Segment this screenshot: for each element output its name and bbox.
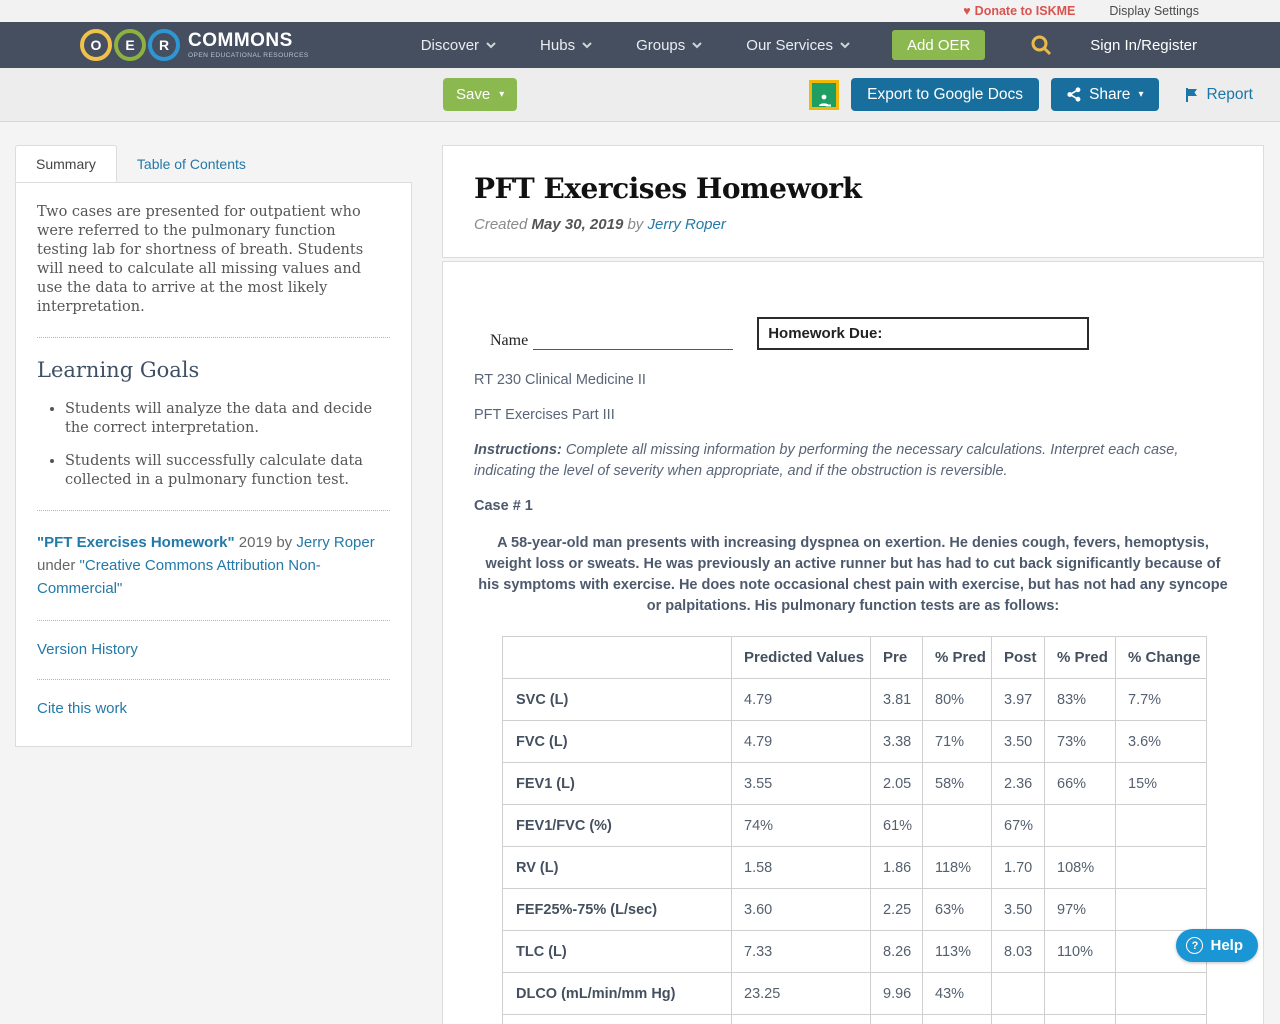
attribution-year: 2019 by — [234, 534, 297, 551]
question-icon: ? — [1186, 937, 1203, 954]
learning-goal-item: • Students will analyze the data and decide the correct interpretation. — [65, 400, 390, 438]
logo-letter-r: R — [148, 29, 180, 61]
table-cell — [1045, 973, 1116, 1015]
action-toolbar — [0, 68, 1280, 122]
page-body — [0, 122, 1280, 1024]
divider — [37, 620, 390, 621]
table-cell: 97% — [1045, 889, 1116, 931]
tab-table-of-contents[interactable]: Table of Contents — [136, 155, 246, 172]
divider — [37, 510, 390, 511]
save-button[interactable]: Save ▾ — [443, 78, 517, 111]
oer-commons-logo[interactable] — [80, 29, 309, 61]
google-classroom-icon — [812, 83, 836, 107]
table-row — [503, 679, 1207, 721]
caret-down-icon: ▾ — [1138, 88, 1144, 100]
search-button[interactable] — [1031, 35, 1052, 56]
logo-text — [188, 31, 309, 60]
document-content — [442, 261, 1264, 1024]
part-line: PFT Exercises Part III — [474, 407, 615, 423]
logo-title: COMMONS — [188, 29, 293, 51]
logo-letter-e: E — [114, 29, 146, 61]
table-header-cell: % Pred — [1045, 637, 1116, 679]
table-cell — [992, 1015, 1045, 1024]
name-row — [490, 317, 1232, 350]
table-cell: 3.38 — [871, 721, 923, 763]
instructions-text: Complete all missing information by performing the necessary calculations. Interpret each case, indicating the level of severity when appropriate, and if the obstruction is reversible. — [474, 442, 1179, 479]
table-cell — [923, 805, 992, 847]
table-cell: 9.96 — [871, 973, 923, 1015]
table-cell: FEF25%-75% (L/sec) — [503, 889, 732, 931]
sidebar — [15, 145, 412, 747]
version-history-link[interactable]: Version History — [37, 641, 138, 658]
table-row — [503, 763, 1207, 805]
by-label: by — [623, 216, 648, 233]
homework-due-box — [757, 317, 1089, 350]
table-header-cell: Predicted Values — [732, 637, 871, 679]
table-cell: 3.6% — [1116, 721, 1207, 763]
name-label: Name — [490, 332, 529, 349]
table-cell: 118% — [923, 847, 992, 889]
sign-in-register-link[interactable]: Sign In/Register — [1090, 36, 1197, 54]
table-cell: DLCO (mL/min/mm Hg) — [503, 973, 732, 1015]
table-row — [503, 805, 1207, 847]
table-cell: 15% — [1116, 763, 1207, 805]
display-settings-link[interactable]: Display Settings — [1109, 4, 1199, 18]
table-header-cell: Pre — [871, 637, 923, 679]
table-row — [503, 1015, 1207, 1024]
table-row — [503, 889, 1207, 931]
table-cell — [732, 1015, 871, 1024]
table-cell: 2.36 — [992, 763, 1045, 805]
table-row — [503, 931, 1207, 973]
table-cell: 7.7% — [1116, 679, 1207, 721]
table-cell: FEV1 (L) — [503, 763, 732, 805]
utility-bar — [0, 0, 1280, 22]
created-date: May 30, 2019 — [531, 216, 624, 233]
export-google-docs-button[interactable]: Export to Google Docs — [851, 78, 1039, 111]
license-link[interactable]: "Creative Commons Attribution Non-Commercial" — [37, 557, 321, 597]
table-cell: 71% — [923, 721, 992, 763]
page-title: PFT Exercises Homework — [474, 172, 862, 205]
author-link[interactable]: Jerry Roper — [296, 534, 375, 551]
search-icon — [1031, 35, 1052, 56]
table-cell: 67% — [992, 805, 1045, 847]
table-cell: 4.79 — [732, 721, 871, 763]
table-cell: TLC (L) — [503, 931, 732, 973]
flag-icon — [1185, 87, 1199, 103]
table-cell: 2.05 — [871, 763, 923, 805]
table-cell: 23.25 — [732, 973, 871, 1015]
table-cell: 108% — [1045, 847, 1116, 889]
table-cell: 61% — [871, 805, 923, 847]
learning-goals-heading: Learning Goals — [37, 358, 200, 382]
chevron-down-icon — [582, 42, 592, 49]
table-cell — [992, 973, 1045, 1015]
table-cell: 74% — [732, 805, 871, 847]
table-cell: 58% — [923, 763, 992, 805]
table-row — [503, 973, 1207, 1015]
case-description: A 58-year-old man presents with increasing dyspnea on exertion. He denies cough, fevers, hemoptysis, weight loss or sweats. He was previously an active runner but has had to cut back significantly because of his symptoms with exercise. He does note occasional chest pain with exercise, but has not had any syncope or palpitations. His pulmonary function tests are as follows: — [478, 535, 1228, 614]
table-cell: 3.55 — [732, 763, 871, 805]
summary-text: Two cases are presented for outpatient who were referred to the pulmonary function testing lab for shortness of breath. Students will need to calculate all missing values and use the data to arrive at the most likely interpretation. — [37, 204, 364, 315]
table-cell — [1045, 805, 1116, 847]
created-label: Created — [474, 216, 532, 233]
donate-link[interactable]: ♥ Donate to ISKME — [963, 4, 1076, 18]
google-classroom-button[interactable] — [809, 80, 839, 110]
table-cell: 3.60 — [732, 889, 871, 931]
table-cell: 1.86 — [871, 847, 923, 889]
logo-subtitle: OPEN EDUCATIONAL RESOURCES — [188, 51, 309, 59]
table-cell — [1045, 1015, 1116, 1024]
table-cell: 4.79 — [732, 679, 871, 721]
table-cell — [1116, 889, 1207, 931]
caret-down-icon: ▾ — [499, 88, 505, 100]
table-cell — [923, 1015, 992, 1024]
nav-menu — [421, 37, 850, 54]
share-icon — [1067, 87, 1081, 102]
table-header-cell: % Change — [1116, 637, 1207, 679]
table-cell — [503, 1015, 732, 1024]
table-row — [503, 847, 1207, 889]
chevron-down-icon — [692, 42, 702, 49]
homework-due-label: Homework Due: — [768, 325, 883, 342]
nav-right — [1031, 35, 1197, 56]
table-cell: 66% — [1045, 763, 1116, 805]
report-link[interactable]: Report — [1185, 86, 1253, 104]
logo-circles — [80, 29, 180, 61]
attribution-under: under — [37, 557, 80, 574]
attribution-block — [37, 531, 390, 600]
table-cell: SVC (L) — [503, 679, 732, 721]
table-cell: 113% — [923, 931, 992, 973]
table-cell: 8.26 — [871, 931, 923, 973]
table-header-cell: % Pred — [923, 637, 992, 679]
divider — [37, 337, 390, 338]
chevron-down-icon — [486, 42, 496, 49]
logo-letter-o: O — [80, 29, 112, 61]
main-column — [442, 145, 1264, 1024]
sidebar-card — [15, 182, 412, 747]
instructions-paragraph — [474, 440, 1232, 482]
pft-results-table — [502, 636, 1207, 1024]
share-button[interactable]: Share ▾ — [1051, 78, 1159, 111]
table-cell: 83% — [1045, 679, 1116, 721]
table-cell: FEV1/FVC (%) — [503, 805, 732, 847]
table-cell: 110% — [1045, 931, 1116, 973]
cite-this-work-link[interactable]: Cite this work — [37, 700, 128, 717]
table-cell — [1116, 1015, 1207, 1024]
chevron-down-icon — [840, 42, 850, 49]
created-line — [474, 216, 1232, 233]
table-row — [503, 721, 1207, 763]
instructions-label: Instructions: — [474, 442, 566, 458]
tab-summary[interactable]: Summary — [15, 145, 117, 182]
learning-goals-list — [37, 400, 390, 490]
table-cell: 63% — [923, 889, 992, 931]
table-header-cell: Post — [992, 637, 1045, 679]
table-cell: 7.33 — [732, 931, 871, 973]
table-cell: 80% — [923, 679, 992, 721]
table-cell: 8.03 — [992, 931, 1045, 973]
table-cell: 3.50 — [992, 721, 1045, 763]
table-cell: 1.58 — [732, 847, 871, 889]
nav-item-groups[interactable]: Groups — [636, 37, 702, 54]
table-cell: 3.97 — [992, 679, 1045, 721]
sidebar-tabs — [15, 145, 412, 182]
table-cell — [1116, 973, 1207, 1015]
name-blank-line — [533, 332, 733, 350]
work-title-link[interactable]: "PFT Exercises Homework" — [37, 534, 235, 551]
help-button[interactable]: ? Help — [1176, 929, 1258, 962]
author-link[interactable]: Jerry Roper — [647, 216, 726, 233]
table-cell — [1116, 805, 1207, 847]
table-cell: 43% — [923, 973, 992, 1015]
nav-item-hubs[interactable]: Hubs — [540, 37, 592, 54]
table-cell: RV (L) — [503, 847, 732, 889]
toolbar-right-group — [809, 78, 1253, 111]
case-title: Case # 1 — [474, 498, 533, 514]
main-nav — [0, 22, 1280, 68]
table-cell: 3.81 — [871, 679, 923, 721]
course-line: RT 230 Clinical Medicine II — [474, 372, 646, 388]
divider — [37, 679, 390, 680]
nav-item-discover[interactable]: Discover — [421, 37, 496, 54]
table-cell — [1116, 847, 1207, 889]
table-header-row — [503, 637, 1207, 679]
table-cell: 2.25 — [871, 889, 923, 931]
table-cell: FVC (L) — [503, 721, 732, 763]
add-oer-button[interactable]: Add OER — [892, 30, 985, 60]
table-cell — [871, 1015, 923, 1024]
title-card — [442, 145, 1264, 258]
nav-item-our-services[interactable]: Our Services — [746, 37, 850, 54]
table-cell: 1.70 — [992, 847, 1045, 889]
table-header-cell — [503, 637, 732, 679]
heart-icon: ♥ — [963, 4, 971, 18]
table-cell: 73% — [1045, 721, 1116, 763]
table-cell: 3.50 — [992, 889, 1045, 931]
learning-goal-item: • Students will successfully calculate data collected in a pulmonary function test. — [65, 452, 390, 490]
